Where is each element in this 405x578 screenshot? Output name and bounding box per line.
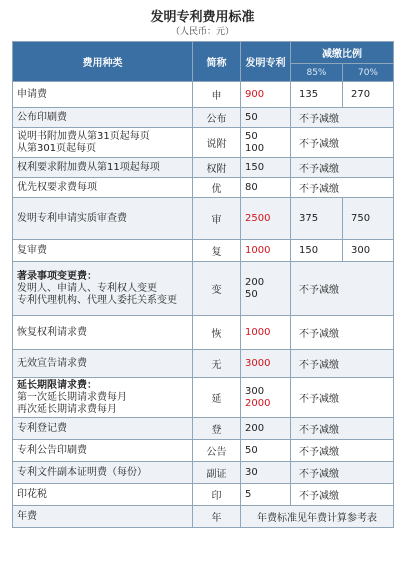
fee-abbr-cell: 副证 <box>193 462 241 484</box>
fee-name-line: 第一次延长期请求费每月 <box>17 391 127 403</box>
fee-name-line: 说明书附加费从第31页起每页 <box>17 130 150 142</box>
fee-name-cell <box>13 158 193 178</box>
fee-amount: 300 <box>245 385 265 397</box>
fee-name-cell <box>13 108 193 128</box>
col-fee-type: 费用种类 <box>13 42 193 82</box>
fee-amount: 100 <box>245 142 265 154</box>
fee-amount-cell <box>241 262 291 316</box>
fee-amount-cell <box>241 440 291 462</box>
fee-amount-cell <box>241 198 291 240</box>
fee-amount: 900 <box>245 88 265 100</box>
col-abbr: 简称 <box>193 42 241 82</box>
table-row <box>13 418 394 440</box>
fee-abbr-cell: 权附 <box>193 158 241 178</box>
fee-amount-cell <box>241 378 291 418</box>
table-row <box>13 462 394 484</box>
fee-name-line: 发明人、申请人、专利权人变更 <box>17 282 157 294</box>
fee-name-line: 无效宣告请求费 <box>17 357 87 369</box>
fee-amount: 30 <box>245 466 258 478</box>
fee-name-line: 复审费 <box>17 244 47 256</box>
fee-abbr-cell: 无 <box>193 350 241 378</box>
fee-abbr-cell: 申 <box>193 82 241 108</box>
fee-name-cell <box>13 418 193 440</box>
reduction-note-cell: 不予减缴 <box>291 484 394 506</box>
fee-name-line: 专利登记费 <box>17 422 67 434</box>
fee-table-body <box>13 82 394 528</box>
fee-name-cell <box>13 198 193 240</box>
fee-amount-cell <box>241 350 291 378</box>
table-row <box>13 484 394 506</box>
fee-abbr-cell: 变 <box>193 262 241 316</box>
fee-abbr-cell: 说附 <box>193 128 241 158</box>
fee-name-cell <box>13 128 193 158</box>
table-row <box>13 82 394 108</box>
fee-name-line: 专利公告印刷费 <box>17 444 87 456</box>
col-invention: 发明专利 <box>241 42 291 82</box>
fee-amount: 200 <box>245 276 265 288</box>
fee-amount-cell <box>241 316 291 350</box>
fee-name-line: 公布印刷费 <box>17 111 67 123</box>
fee-name-line: 再次延长期请求费每月 <box>17 403 117 415</box>
reduction-note-cell: 不予减缴 <box>291 462 394 484</box>
table-row <box>13 198 394 240</box>
reduction-note-cell: 不予减缴 <box>291 262 394 316</box>
fee-amount: 2500 <box>245 212 271 224</box>
page-title: 发明专利费用标准 <box>150 10 255 25</box>
fee-name-line: 优先权要求费每项 <box>17 181 97 193</box>
table-row <box>13 316 394 350</box>
fee-name-cell <box>13 440 193 462</box>
fee-amount: 50 <box>245 288 258 300</box>
reduction-note-cell: 不予减缴 <box>291 378 394 418</box>
fee-name-line: 恢复权利请求费 <box>17 326 87 338</box>
fee-name-line: 专利文件副本证明费（每份） <box>17 466 147 478</box>
fee-name-line: 印花税 <box>17 488 47 500</box>
fee-amount: 50 <box>245 111 258 123</box>
reduction-85-cell: 375 <box>291 198 343 240</box>
reduction-note-cell: 不予减缴 <box>291 350 394 378</box>
fee-name-cell <box>13 262 193 316</box>
fee-name-cell <box>13 378 193 418</box>
reduction-85-cell: 150 <box>291 240 343 262</box>
reduction-note-cell: 不予减缴 <box>291 418 394 440</box>
reduction-70-cell: 750 <box>343 198 394 240</box>
fee-name-cell <box>13 178 193 198</box>
fee-abbr-cell: 公告 <box>193 440 241 462</box>
fee-name-cell <box>13 462 193 484</box>
fee-abbr-cell: 延 <box>193 378 241 418</box>
fee-amount: 5 <box>245 488 252 500</box>
fee-group-title: 延长期限请求费： <box>17 379 97 391</box>
fee-amount: 80 <box>245 181 258 193</box>
fee-name-cell <box>13 82 193 108</box>
fee-amount-cell <box>241 418 291 440</box>
fee-name-cell <box>13 506 193 528</box>
fee-amount: 1000 <box>245 326 271 338</box>
table-row <box>13 440 394 462</box>
col-85: 85% <box>291 64 343 82</box>
fee-amount: 1000 <box>245 244 271 256</box>
currency-note: （人民币：元） <box>170 27 234 37</box>
fee-abbr-cell: 复 <box>193 240 241 262</box>
fee-abbr-cell: 优 <box>193 178 241 198</box>
fee-name-line: 专利代理机构、代理人委托关系变更 <box>17 294 177 306</box>
fee-name-cell <box>13 316 193 350</box>
fee-name-line: 年费 <box>17 510 37 522</box>
table-row <box>13 506 394 528</box>
col-70: 70% <box>343 64 394 82</box>
fee-abbr-cell: 登 <box>193 418 241 440</box>
fee-amount-cell <box>241 128 291 158</box>
reduction-70-cell: 300 <box>343 240 394 262</box>
fee-amount: 150 <box>245 161 265 173</box>
fee-group-title: 著录事项变更费： <box>17 270 97 282</box>
table-row <box>13 262 394 316</box>
fee-amount: 2000 <box>245 397 271 409</box>
reduction-note-cell: 不予减缴 <box>291 178 394 198</box>
fee-amount: 3000 <box>245 357 271 369</box>
fee-table <box>12 41 394 528</box>
fee-name-line: 申请费 <box>17 88 47 100</box>
col-reduction: 减缴比例 <box>291 42 394 64</box>
fee-name-cell <box>13 484 193 506</box>
fee-amount-cell <box>241 178 291 198</box>
fee-amount-cell <box>241 82 291 108</box>
table-row <box>13 240 394 262</box>
fee-abbr-cell: 恢 <box>193 316 241 350</box>
fee-amount-cell <box>241 108 291 128</box>
fee-abbr-cell: 年 <box>193 506 241 528</box>
fee-amount-cell <box>241 484 291 506</box>
fee-amount-cell <box>241 462 291 484</box>
table-row <box>13 350 394 378</box>
reduction-note-cell: 不予减缴 <box>291 440 394 462</box>
reduction-85-cell: 135 <box>291 82 343 108</box>
table-row <box>13 378 394 418</box>
fee-abbr-cell: 印 <box>193 484 241 506</box>
reduction-note-cell: 不予减缴 <box>291 128 394 158</box>
fee-amount: 50 <box>245 130 258 142</box>
fee-name-line: 权利要求附加费从第11项起每项 <box>17 161 160 173</box>
table-row <box>13 128 394 158</box>
table-row <box>13 178 394 198</box>
fee-name-line: 发明专利申请实质审查费 <box>17 212 127 224</box>
table-row <box>13 108 394 128</box>
reduction-note-cell: 不予减缴 <box>291 316 394 350</box>
fee-amount: 50 <box>245 444 258 456</box>
fee-name-cell <box>13 350 193 378</box>
table-row <box>13 158 394 178</box>
fee-name-line: 从第301页起每页 <box>17 142 97 154</box>
reduction-note-cell: 不予减缴 <box>291 158 394 178</box>
fee-amount-cell <box>241 158 291 178</box>
fee-amount-cell <box>241 240 291 262</box>
reduction-note-cell: 不予减缴 <box>291 108 394 128</box>
fee-note-span: 年费标准见年费计算参考表 <box>241 506 394 528</box>
fee-name-cell <box>13 240 193 262</box>
fee-amount: 200 <box>245 422 265 434</box>
fee-abbr-cell: 公布 <box>193 108 241 128</box>
reduction-70-cell: 270 <box>343 82 394 108</box>
fee-abbr-cell: 审 <box>193 198 241 240</box>
